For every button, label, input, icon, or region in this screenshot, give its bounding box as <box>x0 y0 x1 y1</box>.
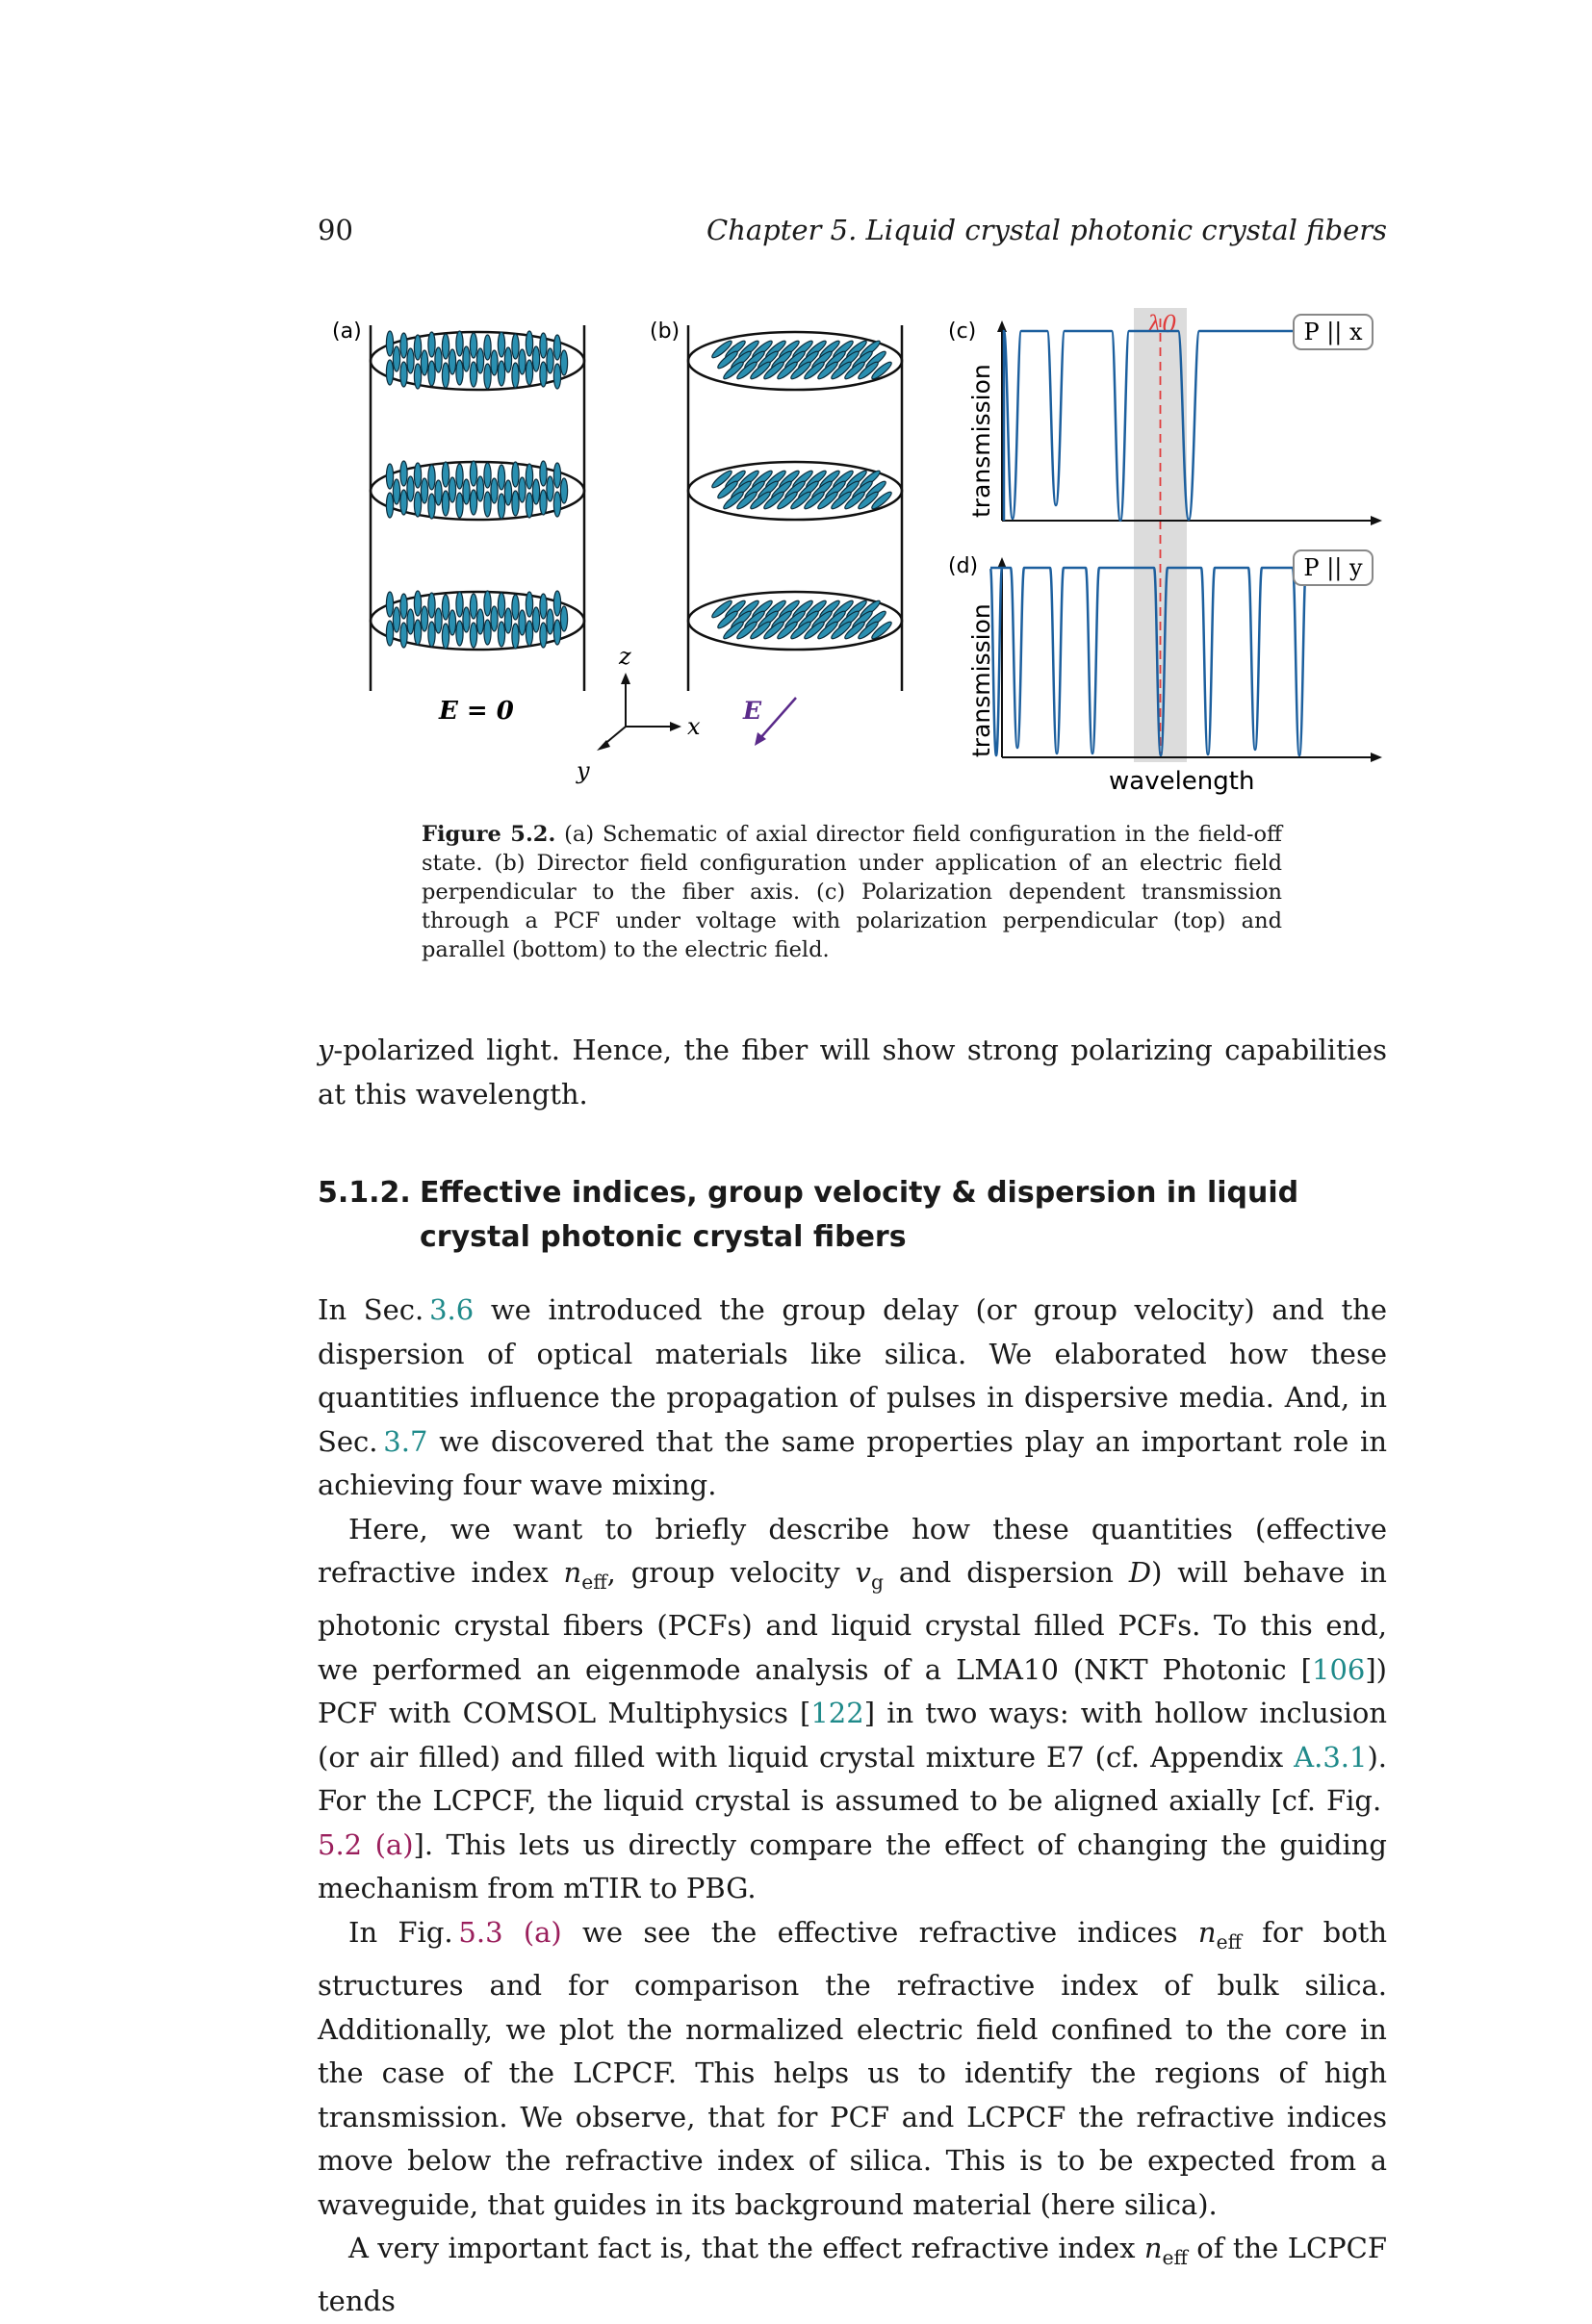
p2-t7: ). For the LCPCF, the liquid crystal is assumed to be aligned axially [cf. Fig. <box>318 1740 1387 1818</box>
lc-molecule <box>498 622 504 647</box>
panel-c-label: (c) <box>948 319 977 344</box>
lc-molecule <box>540 362 547 387</box>
lc-molecule <box>470 362 476 387</box>
lc-molecule <box>386 621 393 646</box>
lc-molecule <box>442 334 449 359</box>
lc-molecule <box>504 608 511 633</box>
ref-106[interactable]: 106 <box>1312 1652 1366 1686</box>
lc-molecule <box>526 621 532 646</box>
lc-molecule <box>421 606 427 631</box>
lc-molecule <box>456 621 463 646</box>
axis-y-label: y <box>577 757 590 784</box>
lc-molecule <box>393 607 399 632</box>
p4-neff-sub: eff <box>1162 2245 1188 2269</box>
p2-t8: ]. This lets us directly compare the effect of changing the guiding mechanism from mTIR to PBG. <box>318 1827 1387 1905</box>
caption-text: (a) Schematic of axial director field configuration in the field-off state. (b) Director field configuration under application of an electric field perpendicular to the fiber axis. (c) Polarization dependent transmission through a PCF under voltage with polarization perpendicular (top) and parallel (bottom) to the electric field. <box>422 822 1282 962</box>
ylabel-d: transmission <box>967 603 995 757</box>
p2-vg-sub: g <box>870 1570 884 1594</box>
pol-top-label: P || x <box>1303 319 1363 345</box>
section-number: 5.1.2. <box>318 1176 411 1210</box>
lc-molecule <box>428 593 435 618</box>
lc-molecule <box>435 608 442 633</box>
ref-sec-3-7[interactable]: 3.7 <box>383 1424 428 1458</box>
ref-fig-5-3a[interactable]: 5.3 (a) <box>458 1915 562 1949</box>
lc-molecule <box>421 350 427 375</box>
lc-molecule <box>442 491 449 516</box>
p2-t1: Here, we want to briefly describe how these quantities (effective refractive index <box>318 1512 1387 1589</box>
lc-molecule <box>428 465 435 490</box>
section-title: Effective indices, group velocity & dispersion in liquid crystal photonic crystal fibers <box>420 1176 1299 1254</box>
lc-molecule <box>484 364 491 389</box>
lc-molecule <box>456 360 463 385</box>
lc-molecule <box>463 479 470 504</box>
section-heading <box>318 1171 1387 1260</box>
figure-caption <box>422 820 1282 964</box>
lc-molecule <box>456 464 463 489</box>
lc-molecule <box>547 609 553 634</box>
lc-molecule <box>407 348 414 373</box>
p4-neff: n <box>1143 2232 1163 2265</box>
lc-molecule <box>386 360 393 385</box>
lc-molecule <box>470 490 476 515</box>
p1-t2: we introduced the group delay (or group velocity) and the dispersion of optical materials like silica. We elaborated how these quantities influence the propagation of pulses in dispersive media. And, in Sec. <box>318 1293 1387 1458</box>
p3-neff-sub: eff <box>1216 1929 1242 1954</box>
ref-sec-3-6[interactable]: 3.6 <box>429 1293 475 1326</box>
p2-t4: ) will behave in photonic crystal fibers (PCFs) and liquid crystal filled PCFs. To this end, we performed an eigenmode analysis of a LMA10 (NKT Photonic [ <box>318 1556 1387 1686</box>
lc-molecule <box>560 478 567 503</box>
lc-molecule <box>553 463 560 488</box>
lc-molecule <box>476 348 483 373</box>
lc-molecule <box>498 494 504 519</box>
figure-5-2 <box>318 303 1386 799</box>
lc-molecule <box>470 461 476 486</box>
lc-molecule <box>476 476 483 501</box>
lc-molecule <box>553 620 560 645</box>
lc-molecule <box>540 461 547 486</box>
lc-molecule <box>498 465 504 490</box>
lc-molecule <box>512 595 519 620</box>
lc-molecule <box>532 607 539 632</box>
p3-t3: for both structures and for comparison the refractive index of bulk silica. Additionally, we plot the normalized electric field confined to the core in the case of the LCPCF. This helps us to identify the regions of high transmission. We observe, that for PCF and LCPCF the refractive indices move below the refractive index of silica. This is to be expected from a waveguide, that guides in its background material (here silica). <box>318 1915 1387 2221</box>
lc-molecule <box>463 607 470 632</box>
lc-molecule <box>435 480 442 505</box>
lc-molecule <box>540 594 547 619</box>
lc-molecule <box>519 477 526 502</box>
lc-molecule <box>400 362 407 387</box>
lc-molecule <box>526 464 532 489</box>
p1-t3: we discovered that the same properties play an important role in achieving four wave mixing. <box>318 1424 1387 1501</box>
p2-t5: ]) PCF with COMSOL Multiphysics [ <box>318 1652 1387 1730</box>
lc-molecule <box>504 347 511 372</box>
lc-molecule <box>553 591 560 616</box>
lc-molecule <box>400 490 407 515</box>
lc-molecule <box>400 461 407 486</box>
panel-b-label: (b) <box>650 319 680 344</box>
lc-molecule <box>547 476 553 501</box>
p2-neff-sub: eff <box>581 1570 607 1594</box>
lc-molecule <box>526 360 532 385</box>
lc-molecule <box>414 492 421 517</box>
e-field-label: E <box>743 697 762 725</box>
lc-molecule <box>442 462 449 487</box>
coordinate-axes <box>576 643 701 784</box>
xlabel-wavelength: wavelength <box>1109 767 1255 796</box>
lc-molecule <box>428 361 435 386</box>
pol-bottom-label: P || y <box>1303 554 1363 581</box>
body-paragraphs <box>318 1289 1387 2324</box>
lc-molecule <box>393 346 399 371</box>
var-y: y <box>318 1034 334 1066</box>
para0-text: -polarized light. Hence, the fiber will show strong polarizing capabilities at this wavelength. <box>318 1034 1387 1111</box>
paragraph-4 <box>318 2227 1387 2324</box>
lc-molecule <box>435 347 442 372</box>
lc-molecule <box>414 364 421 389</box>
p3-t2: we see the effective refractive indices <box>561 1915 1198 1949</box>
lc-molecule <box>484 620 491 645</box>
polarization-box-top <box>1294 315 1373 349</box>
lc-molecule <box>491 478 498 503</box>
p2-neff: n <box>563 1556 582 1589</box>
lc-molecule <box>560 606 567 631</box>
lc-molecule <box>498 332 504 357</box>
paragraph-2 <box>318 1508 1387 1911</box>
p4-t2: of the LCPCF tends <box>318 2232 1387 2318</box>
lc-molecule <box>449 477 455 502</box>
polarization-box-bottom <box>1294 550 1373 585</box>
axis-z-label: z <box>619 643 631 670</box>
paragraph-continuation <box>318 1029 1387 1116</box>
lc-molecule <box>526 493 532 518</box>
lc-molecule <box>442 595 449 620</box>
lc-molecule <box>547 348 553 373</box>
lc-molecule <box>400 623 407 648</box>
paragraph-1 <box>318 1289 1387 1508</box>
lc-molecule <box>526 331 532 356</box>
p1-t1: In Sec. <box>318 1293 424 1326</box>
lc-molecule <box>393 479 399 504</box>
lc-layers-tilted <box>688 332 902 650</box>
lc-molecule <box>470 594 476 619</box>
caption-label: Figure 5.2. <box>422 822 556 847</box>
lc-molecule <box>449 349 455 374</box>
lc-molecule <box>428 494 435 519</box>
lc-molecule <box>414 335 421 360</box>
lc-molecule <box>442 363 449 388</box>
lc-molecule <box>470 333 476 358</box>
lambda0-label: λ0 <box>1147 311 1177 338</box>
lc-molecule <box>463 346 470 371</box>
lc-molecule <box>456 331 463 356</box>
running-header: Chapter 5. Liquid crystal photonic crystal fibers <box>706 214 1387 246</box>
p3-t1: In Fig. <box>348 1915 453 1949</box>
lc-molecule <box>553 364 560 389</box>
p2-vg: v <box>855 1556 871 1589</box>
lc-molecule <box>386 331 393 356</box>
lc-molecule <box>414 463 421 488</box>
lc-molecule <box>519 610 526 635</box>
lc-molecule <box>442 624 449 649</box>
panel-d-label: (d) <box>948 554 979 578</box>
lc-molecule <box>526 592 532 617</box>
p2-t6: ] in two ways: with hollow inclusion (or air filled) and filled with liquid crystal mixture E7 (cf. Appendix <box>318 1697 1387 1774</box>
ref-122[interactable]: 122 <box>810 1697 864 1730</box>
e-zero-label: E = 0 <box>439 697 514 726</box>
lc-molecule <box>553 492 560 517</box>
lc-molecule <box>421 478 427 503</box>
p2-t2: , group velocity <box>606 1556 856 1589</box>
page-number: 90 <box>318 214 353 246</box>
lc-molecule <box>386 464 393 489</box>
panel-a-label: (a) <box>332 319 362 344</box>
lc-molecule <box>512 491 519 516</box>
lc-molecule <box>484 492 491 517</box>
lc-molecule <box>484 335 491 360</box>
lc-molecule <box>456 592 463 617</box>
lc-molecule <box>428 332 435 357</box>
lc-molecule <box>553 335 560 360</box>
p2-d: D <box>1128 1556 1152 1589</box>
lc-molecule <box>428 622 435 647</box>
paragraph-3 <box>318 1911 1387 2227</box>
transmission-curve-c <box>1004 331 1372 521</box>
lc-molecule <box>512 624 519 649</box>
lc-molecule <box>400 333 407 358</box>
e-field-arrow <box>742 697 796 746</box>
lc-molecule <box>498 361 504 386</box>
lc-molecule <box>456 493 463 518</box>
lc-molecule <box>484 463 491 488</box>
lc-molecule <box>498 593 504 618</box>
lc-molecule <box>470 623 476 648</box>
lc-molecule <box>512 462 519 487</box>
lc-molecule <box>449 610 455 635</box>
lc-molecule <box>386 592 393 617</box>
lc-molecule <box>512 334 519 359</box>
ylabel-c: transmission <box>967 364 995 518</box>
lc-molecule <box>540 623 547 648</box>
lc-molecule <box>504 480 511 505</box>
axis-x-label: x <box>687 713 701 740</box>
p2-t3: and dispersion <box>883 1556 1129 1589</box>
lc-molecule <box>407 476 414 501</box>
lc-molecule <box>476 609 483 634</box>
lc-molecule <box>540 490 547 515</box>
lc-molecule <box>532 346 539 371</box>
lc-molecule <box>400 594 407 619</box>
lc-molecule <box>540 333 547 358</box>
ref-appendix-a-3-1[interactable]: A.3.1 <box>1294 1740 1368 1774</box>
p3-neff: n <box>1197 1915 1217 1949</box>
lc-molecule <box>491 350 498 375</box>
lc-molecule <box>414 620 421 645</box>
p4-t1: A very important fact is, that the effect refractive index <box>348 2232 1144 2265</box>
lc-molecule <box>512 363 519 388</box>
lc-molecule <box>491 606 498 631</box>
lc-molecule <box>407 609 414 634</box>
lc-molecule <box>414 591 421 616</box>
lc-molecule <box>386 493 393 518</box>
lc-molecule <box>532 479 539 504</box>
lc-layers-axial <box>371 331 584 650</box>
lc-molecule <box>519 349 526 374</box>
lc-molecule <box>484 591 491 616</box>
lc-molecule <box>560 350 567 375</box>
ref-fig-5-2a[interactable]: 5.2 (a) <box>318 1827 414 1861</box>
